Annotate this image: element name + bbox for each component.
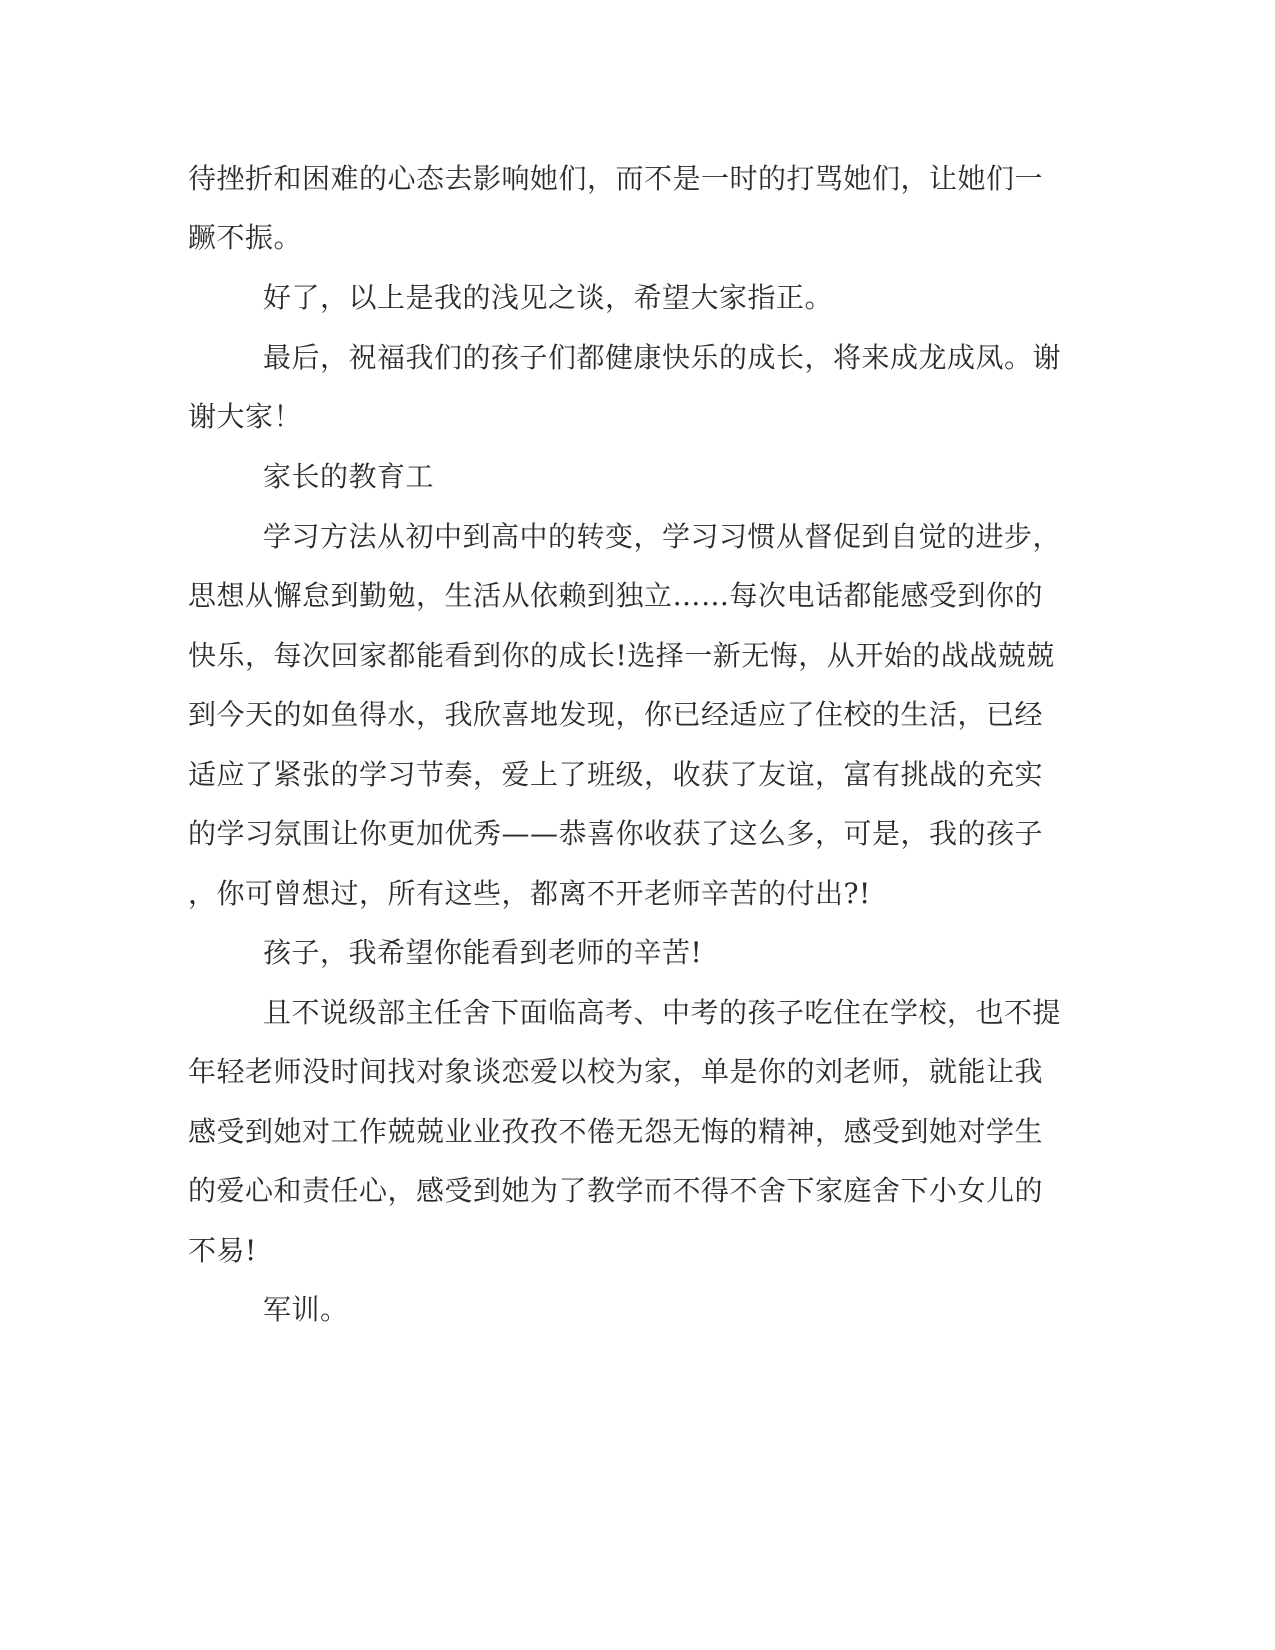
paragraph-line: 思想从懈怠到勤勉，生活从依赖到独立……每次电话都能感受到你的 xyxy=(188,579,1044,612)
paragraph-line: 学习方法从初中到高中的转变，学习习惯从督促到自觉的进步， xyxy=(263,520,1062,553)
paragraph-line: 年轻老师没时间找对象谈恋爱以校为家，单是你的刘老师，就能让我 xyxy=(188,1055,1044,1088)
paragraph-line: 且不说级部主任舍下面临高考、中考的孩子吃住在学校，也不提 xyxy=(263,996,1062,1029)
paragraph-line: 谢大家！ xyxy=(188,400,303,433)
paragraph-line: 不易! xyxy=(188,1234,257,1267)
paragraph-line: 最后，祝福我们的孩子们都健康快乐的成长，将来成龙成凤。谢 xyxy=(263,341,1062,374)
paragraph-line: 蹶不振。 xyxy=(188,221,303,254)
paragraph-line: 的学习氛围让你更加优秀——恭喜你收获了这么多，可是，我的孩子 xyxy=(188,817,1044,850)
paragraph-line: 到今天的如鱼得水，我欣喜地发现，你已经适应了住校的生活，已经 xyxy=(188,698,1044,731)
paragraph-line: ，你可曾想过，所有这些，都离不开老师辛苦的付出?! xyxy=(188,877,871,910)
paragraph-line: 快乐，每次回家都能看到你的成长!选择一新无悔，从开始的战战兢兢 xyxy=(188,639,1055,672)
paragraph-line: 好了，以上是我的浅见之谈，希望大家指正。 xyxy=(263,281,834,314)
paragraph-line: 感受到她对工作兢兢业业孜孜不倦无怨无悔的精神，感受到她对学生 xyxy=(188,1115,1044,1148)
paragraph-line: 待挫折和困难的心态去影响她们，而不是一时的打骂她们，让她们一 xyxy=(188,162,1044,195)
paragraph-line: 孩子，我希望你能看到老师的辛苦! xyxy=(263,936,703,969)
paragraph-line: 适应了紧张的学习节奏，爱上了班级，收获了友谊，富有挑战的充实 xyxy=(188,758,1044,791)
section-heading: 家长的教育工 xyxy=(263,460,435,493)
paragraph-line: 军训。 xyxy=(263,1293,349,1326)
paragraph-line: 的爱心和责任心，感受到她为了教学而不得不舍下家庭舍下小女儿的 xyxy=(188,1174,1044,1207)
